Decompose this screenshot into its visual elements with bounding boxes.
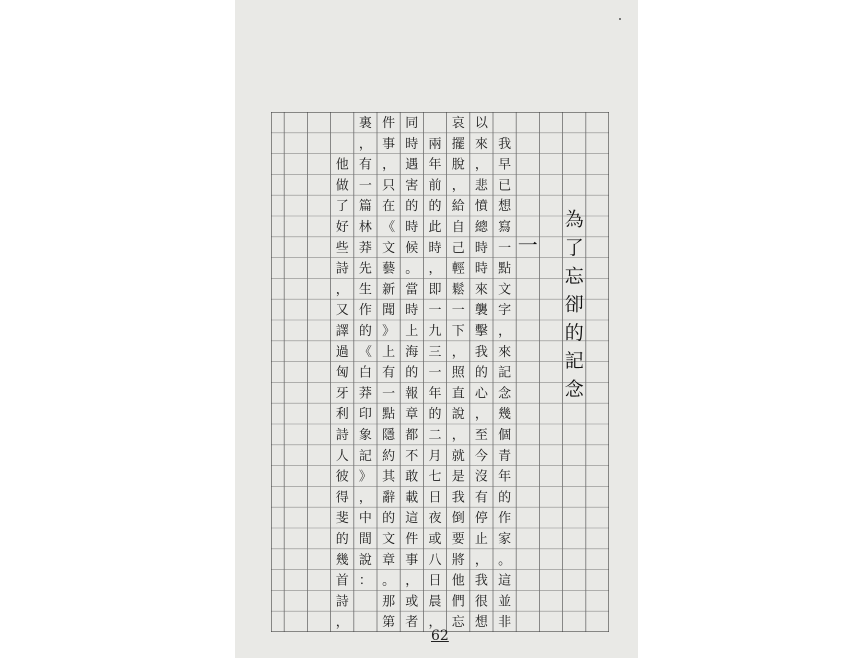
text-column: 哀擺脫，給自己輕鬆一下，照直說，就是我倒要將他們忘 bbox=[451, 115, 465, 631]
text-column: 裏，有一篇林莽先生作的《白莽印象記》，中間說： bbox=[358, 115, 372, 589]
text-column: 他做了好些詩，又譯過匈牙利詩人彼得斐的幾首詩， bbox=[335, 157, 349, 631]
paper-speck bbox=[619, 18, 621, 20]
manuscript-grid bbox=[271, 112, 609, 632]
page-number: 62 bbox=[431, 628, 449, 644]
page-title: 為了忘卻的記念 bbox=[564, 208, 584, 401]
text-column: 同時遇害的時候。當時上海的報章都不敢載這件事，或者 bbox=[405, 115, 419, 631]
section-marker: 一 bbox=[517, 232, 538, 257]
text-column: 件事，只在《文藝新聞》上有一點隱約其辭的文章。那第 bbox=[382, 115, 396, 631]
text-column: 兩年前的此時，即一九三一年的二月七日夜或八日晨， bbox=[428, 136, 442, 631]
text-column: 以來，悲憤總時時來襲擊我的心，至今沒有停止，我很想 bbox=[474, 115, 488, 631]
text-column: 我早已想寫一點文字，來記念幾個青年的作家。這並非 bbox=[498, 136, 512, 631]
manuscript-page bbox=[235, 0, 638, 658]
